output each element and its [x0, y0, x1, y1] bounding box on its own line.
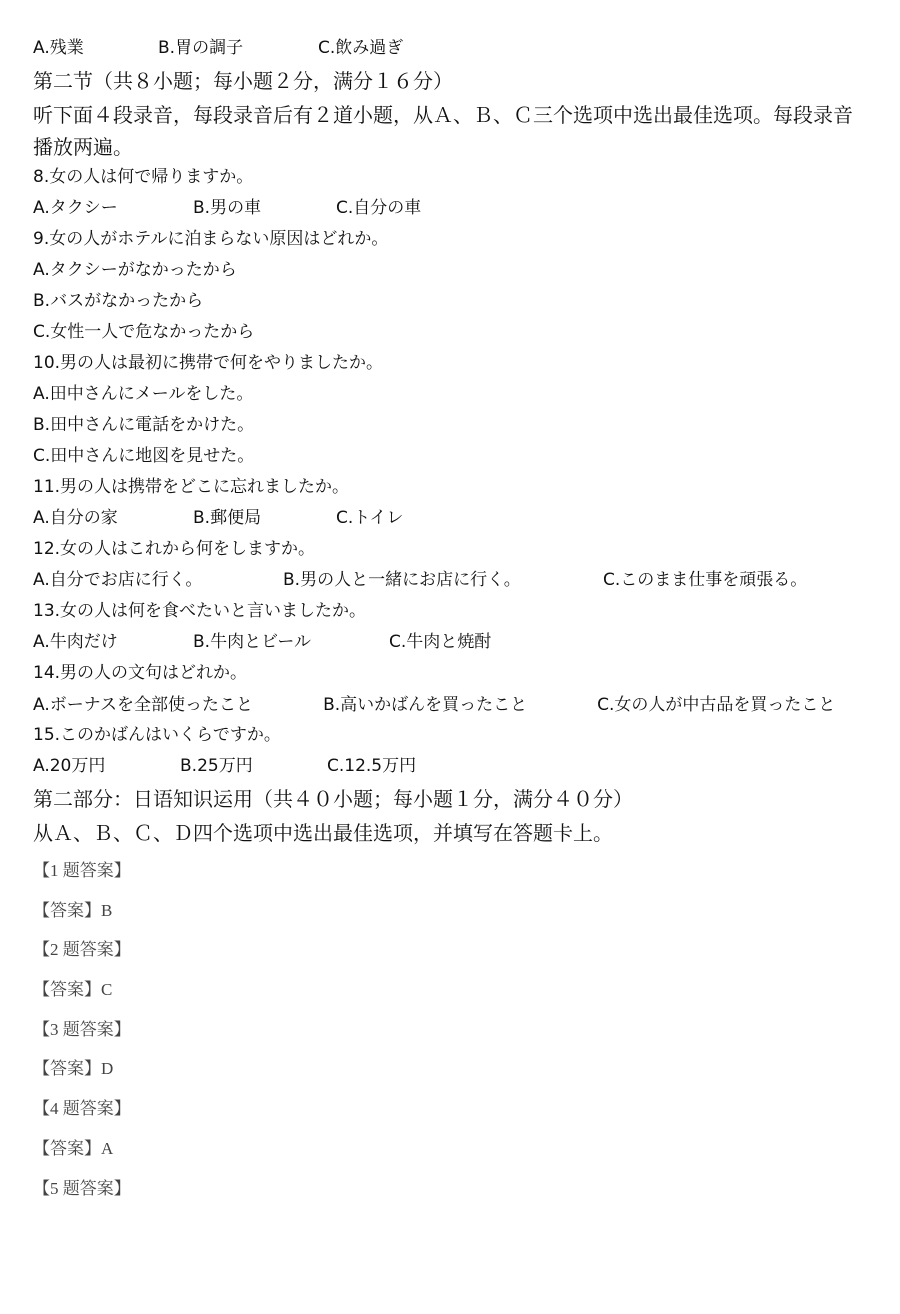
q10-option-b: B.田中さんに電話をかけた。	[33, 415, 255, 435]
q10-option-a: A.田中さんにメールをした。	[33, 384, 254, 404]
q11-option-b: B.郵便局	[193, 508, 262, 528]
answer-value-1: 【答案】B	[33, 900, 113, 920]
q12-options	[33, 566, 868, 597]
q11-option-a: A.自分の家	[33, 508, 118, 528]
answer-key	[33, 857, 868, 1214]
q7-option-a: A.残業	[33, 38, 84, 58]
q13-option-c: C.牛肉と焼酎	[389, 632, 492, 652]
q7-options	[33, 34, 868, 65]
q14-options	[33, 690, 863, 721]
part2-heading: 第二部分：日语知识运用（共４０小题；每小题１分，满分４０分）	[33, 787, 633, 811]
answer-value-4: 【答案】A	[33, 1138, 114, 1158]
q8-options	[33, 194, 868, 225]
q15-option-b: B.25万円	[180, 756, 253, 776]
q14-option-c: C.女の人が中古品を買ったこと	[597, 695, 836, 715]
section2-heading: 第二节（共８小题；每小题２分，满分１６分）	[33, 69, 453, 93]
q8-option-c: C.自分の車	[336, 198, 422, 218]
q15-option-a: A.20万円	[33, 756, 106, 776]
q12-option-a: A.自分でお店に行く。	[33, 570, 203, 590]
q9-option-a: A.タクシーがなかったから	[33, 260, 237, 280]
q15-options	[33, 752, 868, 783]
q11-option-c: C.トイレ	[336, 508, 404, 528]
q9-option-b: B.バスがなかったから	[33, 291, 204, 311]
q15-option-c: C.12.5万円	[327, 756, 417, 776]
q8-option-a: A.タクシー	[33, 198, 118, 218]
q15-question: 15.このかばんはいくらですか。	[33, 725, 281, 745]
part2-instructions: 从Ａ、Ｂ、Ｃ、Ｄ四个选项中选出最佳选项，并填写在答题卡上。	[33, 821, 613, 845]
q8-question: 8.女の人は何で帰りますか。	[33, 167, 254, 187]
answer-value-3: 【答案】D	[33, 1059, 114, 1079]
q13-question: 13.女の人は何を食べたいと言いましたか。	[33, 601, 367, 621]
answer-label-2: 【2 题答案】	[33, 940, 131, 960]
answer-label-4: 【4 题答案】	[33, 1099, 131, 1119]
answer-label-3: 【3 题答案】	[33, 1019, 131, 1039]
q11-question: 11.男の人は携帯をどこに忘れましたか。	[33, 477, 350, 497]
answer-label-1: 【1 题答案】	[33, 861, 131, 880]
q12-option-b: B.男の人と一緒にお店に行く。	[283, 570, 521, 590]
q13-option-a: A.牛肉だけ	[33, 632, 118, 652]
q14-option-b: B.高いかばんを買ったこと	[323, 695, 528, 715]
q10-option-c: C.田中さんに地図を見せた。	[33, 446, 255, 466]
q13-options	[33, 628, 868, 659]
q14-question: 14.男の人の文句はどれか。	[33, 663, 248, 683]
q12-option-c: C.このまま仕事を頑張る。	[603, 570, 808, 590]
answer-value-2: 【答案】C	[33, 980, 113, 1000]
q9-option-c: C.女性一人で危なかったから	[33, 322, 255, 342]
q9-question: 9.女の人がホテルに泊まらない原因はどれか。	[33, 229, 389, 249]
q13-option-b: B.牛肉とビール	[193, 632, 312, 652]
section2-instructions: 听下面４段录音，每段录音后有２道小题，从Ａ、Ｂ、Ｃ三个选项中选出最佳选项。每段录音播放两遍。	[33, 103, 853, 159]
q7-option-c: C.飲み過ぎ	[318, 38, 404, 58]
q10-question: 10.男の人は最初に携帯で何をやりましたか。	[33, 353, 384, 373]
exam-page	[33, 34, 868, 1214]
answer-label-5: 【5 题答案】	[33, 1178, 131, 1198]
q14-option-a: A.ボーナスを全部使ったこと	[33, 695, 254, 715]
q11-options	[33, 504, 868, 535]
q8-option-b: B.男の車	[193, 198, 262, 218]
q7-option-b: B.胃の調子	[158, 38, 244, 58]
q12-question: 12.女の人はこれから何をしますか。	[33, 539, 316, 559]
